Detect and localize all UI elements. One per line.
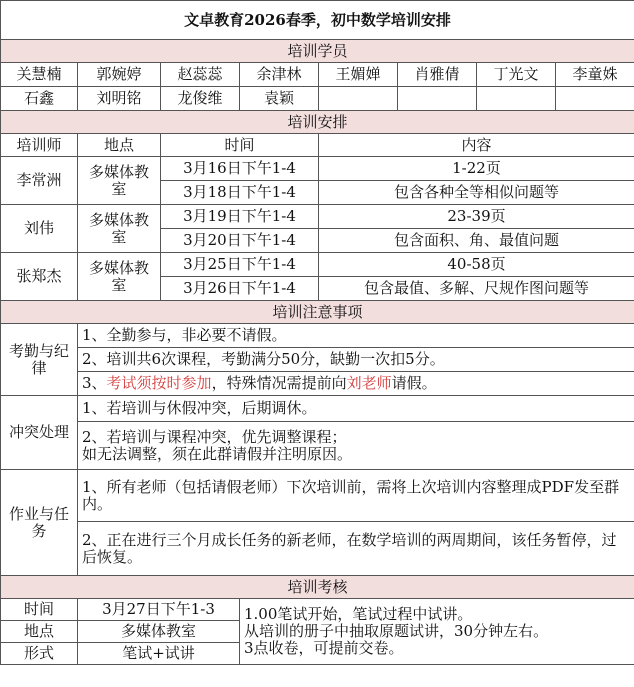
conflict-rule-2-line1: 2、若培训与课程冲突，优先调整课程； [82,427,347,446]
conflict-label: 冲突处理 [1,396,78,470]
training-time: 3月16日下午1-4 [161,157,319,181]
training-pages: 23-39页 [319,205,634,229]
trainees-section-header: 培训学员 [1,40,634,63]
column-header-teacher: 培训师 [1,134,78,157]
schedule-row [1,205,634,229]
training-pages: 1-22页 [319,157,634,181]
homework-rule-2: 2、正在进行三个月成长任务的新老师，在数学培训的两周期间，该任务暂停，过后恢复。 [78,522,634,576]
attendance-label: 考勤与纪律 [1,324,78,396]
conflict-row [1,422,634,470]
notes-section-header: 培训注意事项 [1,301,634,324]
empty-cell [477,87,556,111]
attendance-row [1,348,634,372]
training-content: 包含最值、多解、尺规作图问题等 [319,277,634,301]
rule-3-prefix: 3、 [82,374,107,392]
training-time: 3月18日下午1-4 [161,181,319,205]
attendance-rule-1: 1、全勤参与，非必要不请假。 [78,324,634,348]
exam-desc-line1: 1.00笔试开始，笔试过程中试讲。 [244,605,473,623]
exam-row [1,599,634,621]
exam-format-value: 笔试+试讲 [78,643,240,665]
exam-time-label: 时间 [1,599,78,621]
column-header-time: 时间 [161,134,319,157]
exam-desc-line2: 从培训的册子中抽取原题试讲，30分钟左右。 [244,622,549,640]
schedule-column-headers [1,134,634,157]
teacher-liu-highlight: 刘老师 [346,374,392,392]
exam-section-header: 培训考核 [1,576,634,599]
column-header-place: 地点 [78,134,161,157]
attendance-rule-2: 2、培训共6次课程，考勤满分50分，缺勤一次扣5分。 [78,348,634,372]
conflict-rule-2 [78,422,634,470]
trainee-name: 赵蕊蕊 [161,63,240,87]
training-time: 3月20日下午1-4 [161,229,319,253]
trainee-name: 关慧楠 [1,63,78,87]
homework-label: 作业与任务 [1,470,78,576]
training-pages: 40-58页 [319,253,634,277]
trainee-name: 李童姝 [556,63,634,87]
schedule-row [1,157,634,181]
conflict-rule-2-line2: 如无法调整，须在此群请假并注明原因。 [82,444,353,463]
training-content: 包含各种全等相似问题等 [319,181,634,205]
trainee-name: 石鑫 [1,87,78,111]
empty-cell [398,87,477,111]
empty-cell [556,87,634,111]
attendance-row [1,324,634,348]
conflict-rule-1: 1、若培训与休假冲突，后期调休。 [78,396,634,422]
trainee-name: 肖雅倩 [398,63,477,87]
conflict-row [1,396,634,422]
training-place: 多媒体教室 [78,205,161,253]
trainee-row [1,63,634,87]
training-place: 多媒体教室 [78,157,161,205]
trainee-name: 王媚婵 [319,63,398,87]
rule-3-suffix: 请假。 [391,374,437,392]
exam-place-label: 地点 [1,621,78,643]
schedule-section-header: 培训安排 [1,111,634,134]
trainee-name: 余津林 [240,63,319,87]
training-time: 3月26日下午1-4 [161,277,319,301]
attendance-row [1,372,634,396]
title-row [1,1,634,40]
page-title: 文卓教育2026春季，初中数学培训安排 [1,1,634,40]
trainee-name: 丁光文 [477,63,556,87]
training-time: 3月19日下午1-4 [161,205,319,229]
homework-row [1,470,634,522]
schedule-row [1,253,634,277]
trainee-name: 袁颖 [240,87,319,111]
homework-rule-1: 1、所有老师（包括请假老师）下次培训前，需将上次培训内容整理成PDF发至群内。 [78,470,634,522]
column-header-content: 内容 [319,134,634,157]
attendance-rule-3 [78,372,634,396]
exam-time-value: 3月27日下午1-3 [78,599,240,621]
exam-format-label: 形式 [1,643,78,665]
trainee-name: 龙俊维 [161,87,240,111]
exam-desc-line3: 3点收卷，可提前交卷。 [244,639,404,657]
training-place: 多媒体教室 [78,253,161,301]
exam-description [240,599,634,665]
teacher-name: 刘伟 [1,205,78,253]
empty-cell [319,87,398,111]
training-time: 3月25日下午1-4 [161,253,319,277]
homework-row [1,522,634,576]
trainee-row [1,87,634,111]
teacher-name: 张郑杰 [1,253,78,301]
exam-place-value: 多媒体教室 [78,621,240,643]
trainee-name: 郭婉婷 [78,63,161,87]
training-content: 包含面积、角、最值问题 [319,229,634,253]
trainee-name: 刘明铭 [78,87,161,111]
teacher-name: 李常洲 [1,157,78,205]
exam-on-time-highlight: 考试须按时参加 [106,374,212,392]
rule-3-middle: ，特殊情况需提前向 [211,374,347,392]
